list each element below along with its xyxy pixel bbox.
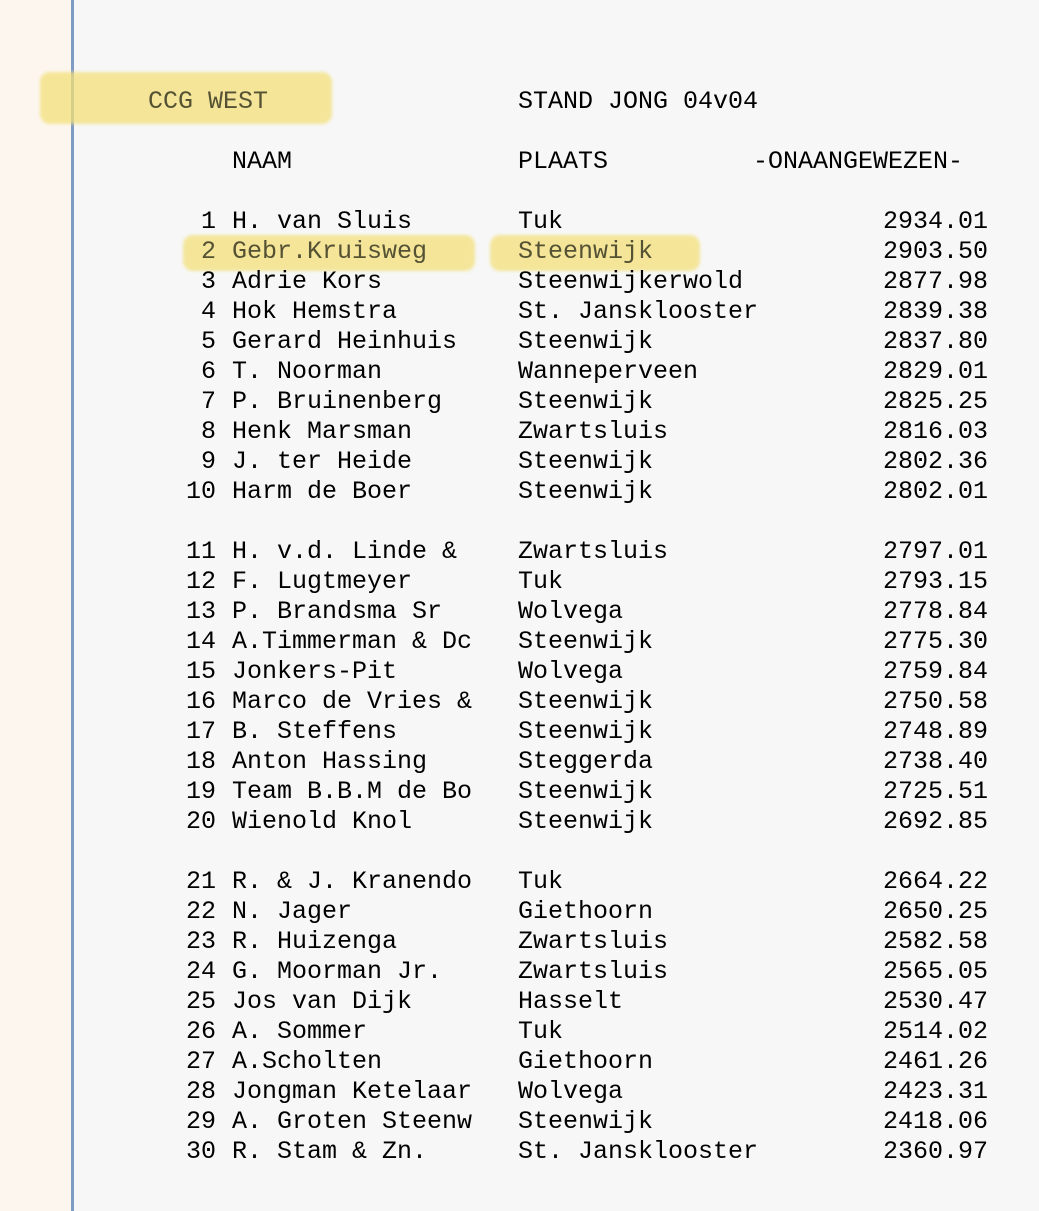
- row-place: Wolvega: [518, 657, 624, 686]
- row-name: B. Steffens: [232, 717, 398, 746]
- row-name: Jos van Dijk: [232, 987, 413, 1016]
- row-score: 2650.25: [882, 897, 988, 926]
- row-place: Steggerda: [518, 747, 654, 776]
- row-score: 2360.97: [882, 1137, 988, 1166]
- row-rank: 26: [185, 1017, 216, 1046]
- row-rank: 7: [200, 387, 216, 416]
- row-score: 2725.51: [882, 777, 988, 806]
- row-place: Tuk: [518, 867, 564, 896]
- row-score: 2565.05: [882, 957, 988, 986]
- row-name: Adrie Kors: [232, 267, 383, 296]
- row-rank: 18: [185, 747, 216, 776]
- row-place: Zwartsluis: [518, 957, 669, 986]
- row-place: Zwartsluis: [518, 927, 669, 956]
- row-place: Wolvega: [518, 597, 624, 626]
- row-name: G. Moorman Jr.: [232, 957, 443, 986]
- row-name: J. ter Heide: [232, 447, 413, 476]
- row-rank: 17: [185, 717, 216, 746]
- row-score: 2802.36: [882, 447, 988, 476]
- row-place: Tuk: [518, 1017, 564, 1046]
- row-rank: 30: [185, 1137, 216, 1166]
- row-score: 2514.02: [882, 1017, 988, 1046]
- row-rank: 21: [185, 867, 216, 896]
- row-name: Hok Hemstra: [232, 297, 398, 326]
- row-rank: 11: [185, 537, 216, 566]
- row-name: Jongman Ketelaar: [232, 1077, 473, 1106]
- row-name: T. Noorman: [232, 357, 383, 386]
- row-rank: 13: [185, 597, 216, 626]
- row-place: Steenwijkerwold: [518, 267, 744, 296]
- row-name: Wienold Knol: [232, 807, 413, 836]
- row-score: 2825.25: [882, 387, 988, 416]
- row-place: Steenwijk: [518, 327, 654, 356]
- row-name: H. v.d. Linde &: [232, 537, 458, 566]
- row-score: 2748.89: [882, 717, 988, 746]
- row-name: Jonkers-Pit: [232, 657, 398, 686]
- row-score: 2750.58: [882, 687, 988, 716]
- row-place: Steenwijk: [518, 237, 654, 266]
- row-score: 2778.84: [882, 597, 988, 626]
- row-score: 2759.84: [882, 657, 988, 686]
- row-rank: 12: [185, 567, 216, 596]
- row-score: 2934.01: [882, 207, 988, 236]
- page-title: STAND JONG 04v04: [518, 87, 759, 116]
- row-name: Gebr.Kruisweg: [232, 237, 428, 266]
- row-rank: 22: [185, 897, 216, 926]
- row-score: 2903.50: [882, 237, 988, 266]
- row-score: 2418.06: [882, 1107, 988, 1136]
- row-rank: 29: [185, 1107, 216, 1136]
- row-rank: 20: [185, 807, 216, 836]
- row-rank: 9: [200, 447, 216, 476]
- row-score: 2582.58: [882, 927, 988, 956]
- row-name: N. Jager: [232, 897, 353, 926]
- row-rank: 15: [185, 657, 216, 686]
- row-name: A.Timmerman & Dc: [232, 627, 473, 656]
- row-name: Anton Hassing: [232, 747, 428, 776]
- row-name: R. Huizenga: [232, 927, 398, 956]
- row-name: P. Brandsma Sr: [232, 597, 443, 626]
- row-score: 2664.22: [882, 867, 988, 896]
- row-place: Steenwijk: [518, 477, 654, 506]
- row-place: Wolvega: [518, 1077, 624, 1106]
- row-rank: 5: [200, 327, 216, 356]
- row-place: Steenwijk: [518, 627, 654, 656]
- row-place: Steenwijk: [518, 1107, 654, 1136]
- row-name: A. Groten Steenw: [232, 1107, 473, 1136]
- row-rank: 2: [200, 237, 216, 266]
- row-rank: 19: [185, 777, 216, 806]
- row-name: R. & J. Kranendo: [232, 867, 473, 896]
- row-score: 2797.01: [882, 537, 988, 566]
- row-place: Giethoorn: [518, 1047, 654, 1076]
- row-place: Giethoorn: [518, 897, 654, 926]
- row-name: Henk Marsman: [232, 417, 413, 446]
- row-score: 2829.01: [882, 357, 988, 386]
- row-rank: 3: [200, 267, 216, 296]
- row-name: Team B.B.M de Bo: [232, 777, 473, 806]
- club-name: CCG WEST: [148, 87, 269, 116]
- row-score: 2839.38: [882, 297, 988, 326]
- row-rank: 28: [185, 1077, 216, 1106]
- column-header-place: PLAATS: [518, 147, 609, 176]
- row-place: Tuk: [518, 567, 564, 596]
- row-score: 2738.40: [882, 747, 988, 776]
- row-name: R. Stam & Zn.: [232, 1137, 428, 1166]
- row-rank: 8: [200, 417, 216, 446]
- margin-rule: [71, 0, 74, 1211]
- row-score: 2837.80: [882, 327, 988, 356]
- row-place: Hasselt: [518, 987, 624, 1016]
- row-place: St. Jansklooster: [518, 297, 759, 326]
- row-rank: 4: [200, 297, 216, 326]
- row-rank: 27: [185, 1047, 216, 1076]
- row-rank: 14: [185, 627, 216, 656]
- row-score: 2775.30: [882, 627, 988, 656]
- row-rank: 23: [185, 927, 216, 956]
- column-header-name: NAAM: [232, 147, 293, 176]
- column-header-score: -ONAANGEWEZEN-: [753, 147, 964, 176]
- row-place: Steenwijk: [518, 807, 654, 836]
- row-score: 2461.26: [882, 1047, 988, 1076]
- row-name: F. Lugtmeyer: [232, 567, 413, 596]
- row-place: Wanneperveen: [518, 357, 699, 386]
- row-score: 2692.85: [882, 807, 988, 836]
- left-margin: [0, 0, 71, 1211]
- row-score: 2423.31: [882, 1077, 988, 1106]
- row-name: Marco de Vries &: [232, 687, 473, 716]
- row-place: Steenwijk: [518, 387, 654, 416]
- row-score: 2530.47: [882, 987, 988, 1016]
- row-place: Steenwijk: [518, 777, 654, 806]
- row-place: Steenwijk: [518, 447, 654, 476]
- row-rank: 24: [185, 957, 216, 986]
- row-rank: 10: [185, 477, 216, 506]
- row-place: Zwartsluis: [518, 417, 669, 446]
- row-rank: 6: [200, 357, 216, 386]
- row-name: Harm de Boer: [232, 477, 413, 506]
- row-place: Steenwijk: [518, 687, 654, 716]
- row-score: 2816.03: [882, 417, 988, 446]
- row-score: 2793.15: [882, 567, 988, 596]
- row-name: Gerard Heinhuis: [232, 327, 458, 356]
- row-rank: 1: [200, 207, 216, 236]
- row-rank: 25: [185, 987, 216, 1016]
- row-name: H. van Sluis: [232, 207, 413, 236]
- row-place: Steenwijk: [518, 717, 654, 746]
- row-name: P. Bruinenberg: [232, 387, 443, 416]
- row-place: Tuk: [518, 207, 564, 236]
- row-place: St. Jansklooster: [518, 1137, 759, 1166]
- row-score: 2802.01: [882, 477, 988, 506]
- row-score: 2877.98: [882, 267, 988, 296]
- row-name: A. Sommer: [232, 1017, 368, 1046]
- row-name: A.Scholten: [232, 1047, 383, 1076]
- row-place: Zwartsluis: [518, 537, 669, 566]
- row-rank: 16: [185, 687, 216, 716]
